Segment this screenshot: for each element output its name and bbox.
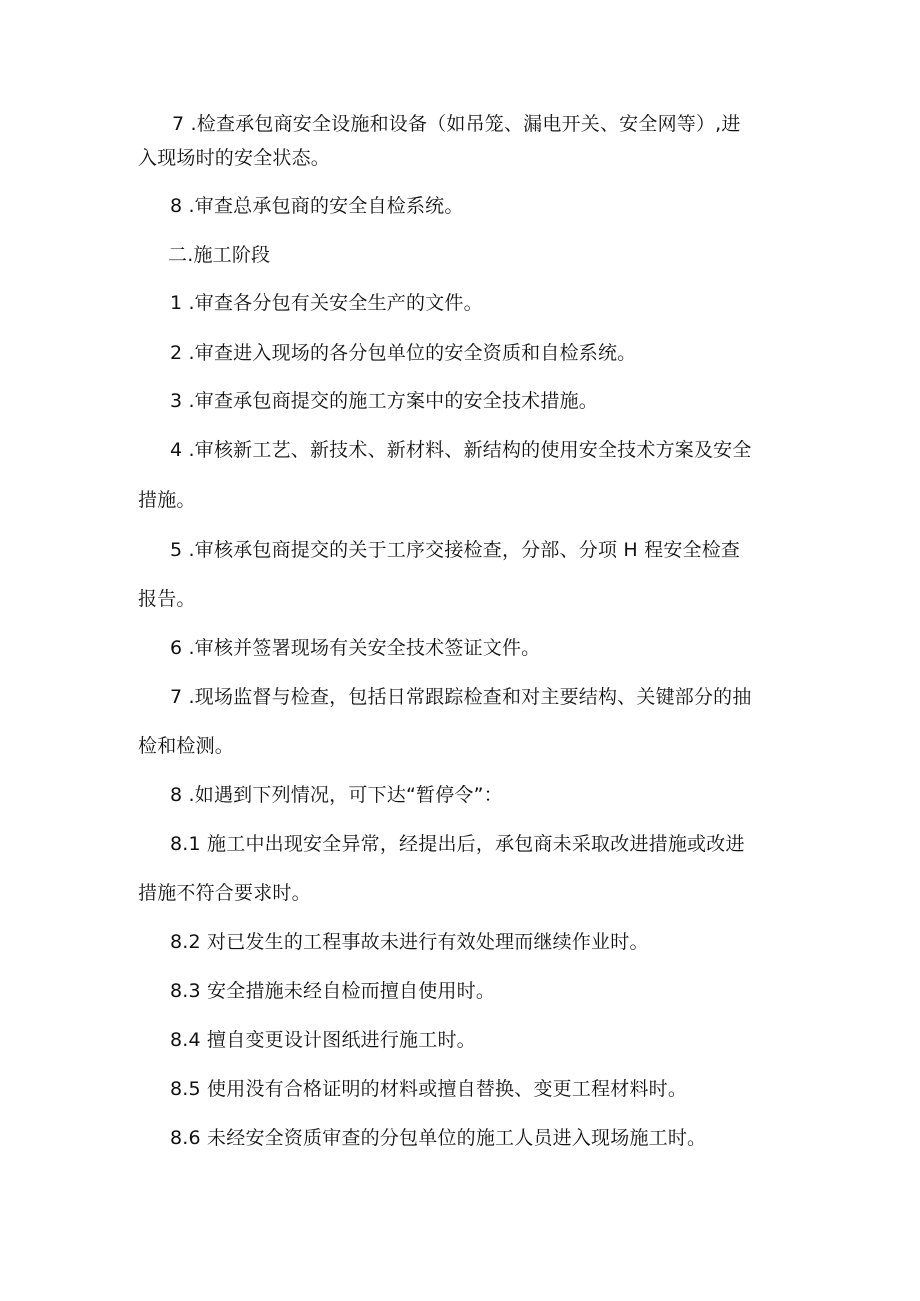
text-line: 5 .审核承包商提交的关于工序交接检查，分部、分项 H 程安全检查	[170, 539, 741, 561]
text-line: 措施不符合要求时。	[138, 882, 311, 904]
text-line: 8.5 使用没有合格证明的材料或擅自替换、变更工程材料时。	[170, 1078, 688, 1100]
text-line: 2 .审查进入现场的各分包单位的安全资质和自检系统。	[170, 342, 637, 364]
text-line: 入现场时的安全状态。	[138, 147, 331, 169]
text-line: 7 .现场监督与检查，包括日常跟踪检查和对主要结构、关键部分的抽	[170, 686, 752, 708]
text-line: 4 .审核新工艺、新技术、新材料、新结构的使用安全技术方案及安全	[170, 439, 752, 461]
text-line: 8.4 擅自变更设计图纸进行施工时。	[170, 1029, 476, 1051]
text-line: 检和检测。	[138, 735, 235, 757]
text-line: 3 .审查承包商提交的施工方案中的安全技术措施。	[170, 390, 598, 412]
text-line: 8 .审查总承包商的安全自检系统。	[170, 195, 464, 217]
text-line: 8.2 对已发生的工程事故未进行有效处理而继续作业时。	[170, 931, 649, 953]
text-line: 8.1 施工中出现安全异常，经提出后，承包商未采取改进措施或改进	[170, 833, 745, 855]
text-line: 8 .如遇到下列情况，可下达“暂停令”：	[170, 784, 503, 806]
text-line: 6 .审核并签署现场有关安全技术签证文件。	[170, 637, 541, 659]
section-heading: 二.施工阶段	[168, 244, 271, 266]
text-line: 1 .审查各分包有关安全生产的文件。	[170, 292, 483, 314]
text-line: 7 .检查承包商安全设施和设备（如吊笼、漏电开关、安全网等）,进	[172, 113, 741, 135]
text-line: 8.3 安全措施未经自检而擅自使用时。	[170, 980, 496, 1002]
text-line: 8.6 未经安全资质审查的分包单位的施工人员进入现场施工时。	[170, 1127, 707, 1149]
text-line: 措施。	[138, 489, 196, 511]
text-line: 报告。	[138, 588, 196, 610]
